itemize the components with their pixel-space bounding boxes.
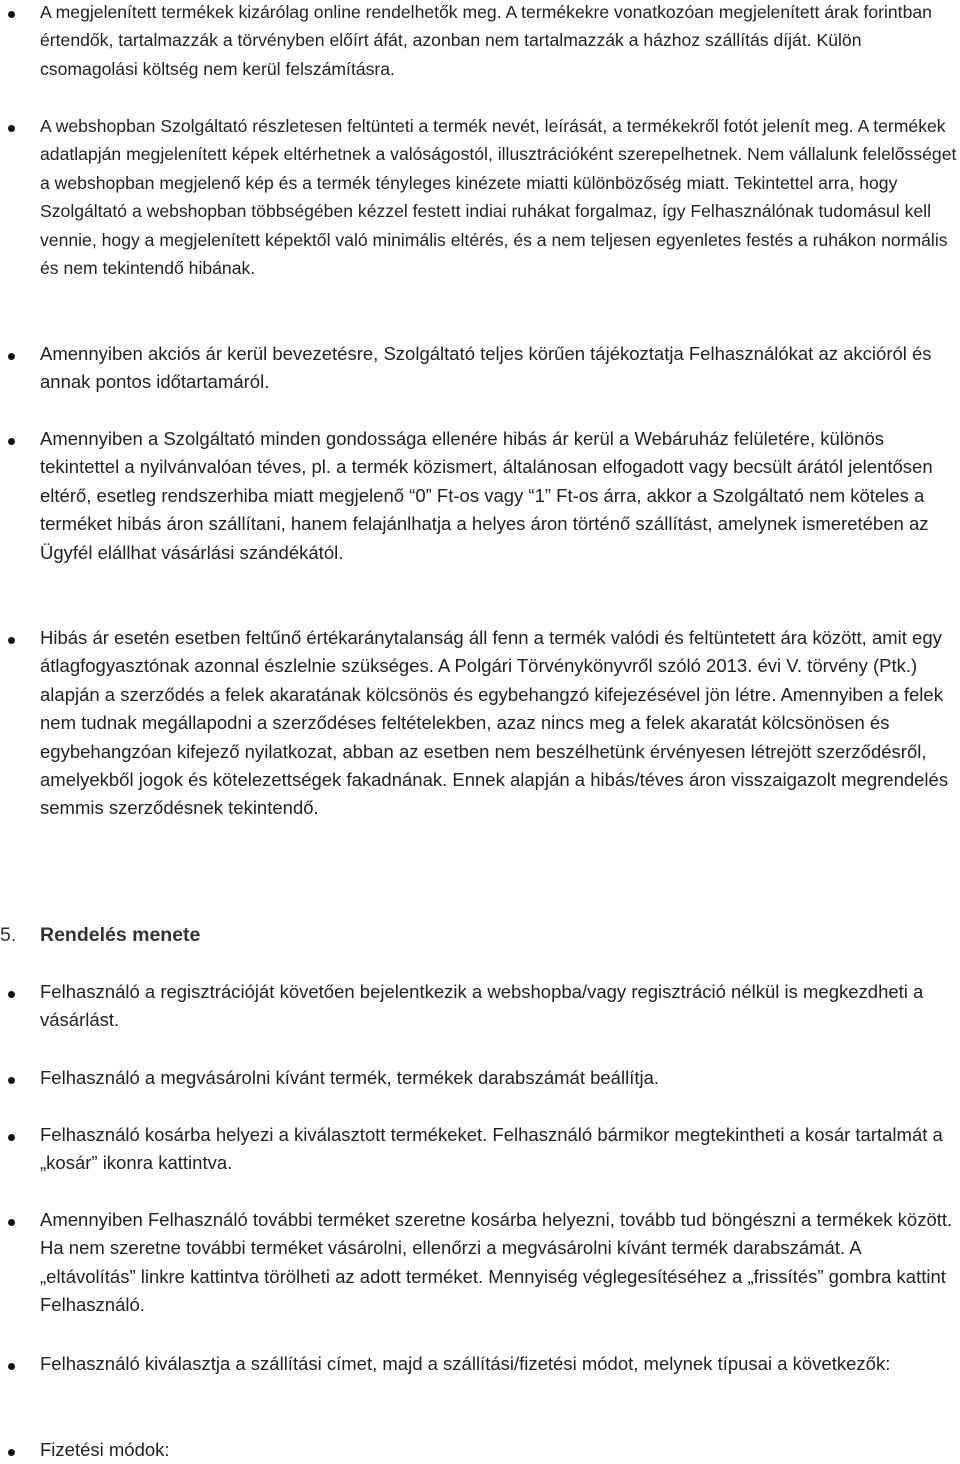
list-item-text: Felhasználó kosárba helyezi a kiválasztott termékeket. Felhasználó bármikor megtekintheti a kosár tartalmát a „kosár” ikonra kattintva. [40,1124,943,1174]
list-item-text: A megjelenített termékek kizárólag online rendelhetők meg. A termékekre vonatkozóan megjelenített árak forintban értendők, tartalmazzák a törvényben előírt áfát, azonban nem tartalmazzák a házhoz szállítás díját. Külön csomagolási költség nem kerül felszámításra. [40,2,932,79]
bullet-icon [8,1134,15,1141]
list-item-text: Felhasználó a regisztrációját követően bejelentkezik a webshopba/vagy regisztráció nélkül is megkezdheti a vásárlást. [40,981,924,1031]
list-item-text: A webshopban Szolgáltató részletesen feltünteti a termék nevét, leírását, a termékekről fotót jelenít meg. A termékek adatlapján megjelenített képek eltérhetnek a valóságostól, illusztrációként szerepelhetnek. Nem vállalunk felelősséget a webshopban megjelenő kép és a termék tényleges kinézete miatti különbözőség miatt. Tekintettel arra, hogy Szolgáltató a webshopban többségében kézzel festett indiai ruhákat forgalmaz, így Felhasználónak tudomásul kell vennie, hogy a megjelenített képektől való minimális eltérés, és a nem teljesen egyenletes festés a ruhákon normális és nem tekintendő hibának. [40,116,957,279]
bullet-icon [8,1077,15,1084]
list-item-text: Amennyiben a Szolgáltató minden gondossága ellenére hibás ár kerül a Webáruház felületére, különös tekintettel a nyilvánvalóan téves, pl. a termék közismert, általánosan elfogadott vagy becsült árától jelentősen eltérő, esetleg rendszerhiba miatt megjelenő “0” Ft-os vagy “1” Ft-os árra, akkor a Szolgáltató nem köteles a terméket hibás áron szállítani, hanem felajánlhatja a helyes áron történő szállítást, amelynek ismeretében az Ügyfél elállhat vásárlási szándékától. [40,428,933,563]
bullet-icon [8,1363,15,1370]
bullet-icon [8,11,15,18]
list-item-text: Felhasználó kiválasztja a szállítási címet, majd a szállítási/fizetési módot, melynek típusai a következők: [40,1353,891,1374]
bullet-icon [8,991,15,998]
section-number: 5. [0,924,17,946]
bullet-icon [8,1219,15,1226]
list-item-text: Amennyiben Felhasználó további terméket szeretne kosárba helyezni, tovább tud böngészni a termékek között. Ha nem szeretne további terméket vásárolni, ellenőrzi a megvásárolni kívánt termék darabszámát. A „eltávolítás” linkre kattintva törölheti az adott terméket. Mennyiség véglegesítéséhez a „frissítés” gombra kattint Felhasználó. [40,1209,953,1316]
bullet-icon [8,125,15,132]
list-item-text: Fizetési módok: [40,1439,170,1460]
bullet-icon [8,1449,15,1456]
bullet-icon [8,353,15,360]
section-title: Rendelés menete [40,924,201,946]
list-item-text: Hibás ár esetén esetben feltűnő értékaránytalanság áll fenn a termék valódi és feltüntetett ára között, amit egy átlagfogyasztónak azonnal észlelnie szükséges. A Polgári Törvénykönyvről szóló 2013. évi V. törvény (Ptk.) alapján a szerződés a felek akaratának kölcsönös és egybehangzó kifejezésével jön létre. Amennyiben a felek nem tudnak megállapodni a szerződéses feltételekben, azaz nincs meg a felek akaratát kölcsönösen és egybehangzóan kifejező nyilatkozat, abban az esetben nem beszélhetünk érvényesen létrejött szerződésről, amelyekből jogok és kötelezettségek fakadnának. Ennek alapján a hibás/téves áron visszaigazolt megrendelés semmis szerződésnek tekintendő. [40,627,949,819]
bullet-icon [8,438,15,445]
list-item-text: Felhasználó a megvásárolni kívánt termék, termékek darabszámát beállítja. [40,1067,660,1088]
list-item-text: Amennyiben akciós ár kerül bevezetésre, Szolgáltató teljes körűen tájékoztatja Felhasználókat az akcióról és annak pontos időtartamáról. [40,343,932,393]
bullet-icon [8,637,15,644]
